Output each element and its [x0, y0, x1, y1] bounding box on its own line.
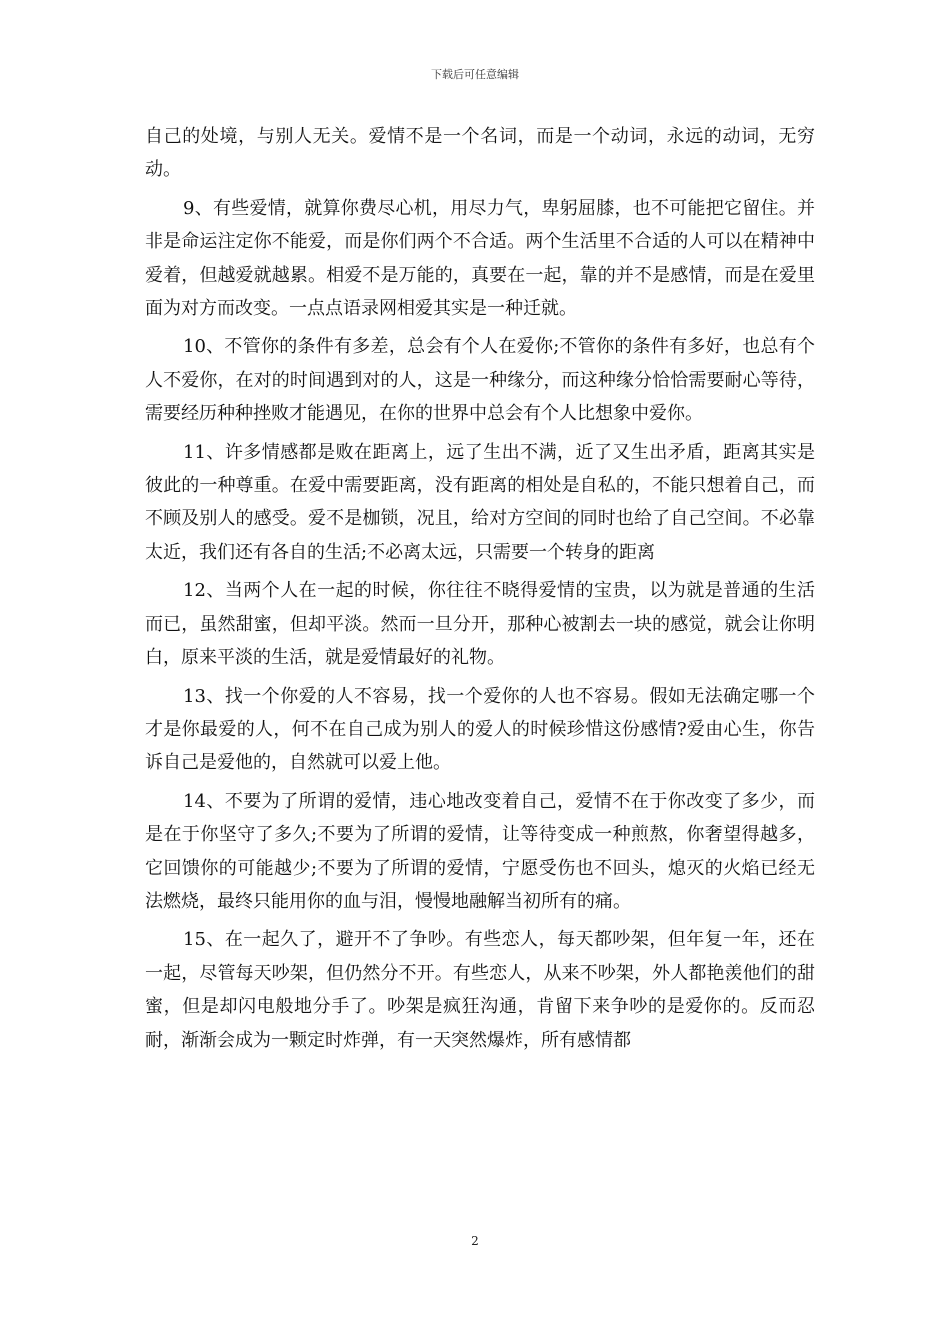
document-body	[145, 120, 815, 1062]
page-header: 下载后可任意编辑	[431, 68, 519, 81]
paragraph-14: 14、不要为了所谓的爱情，违心地改变着自己，爱情不在于你改变了多少，而是在于你坚守了多久;不要为了所谓的爱情，让等待变成一种煎熬，你奢望得越多，它回馈你的可能越少;不要为了所谓的爱情，宁愿受伤也不回头，熄灭的火焰已经无法燃烧，最终只能用你的血与泪，慢慢地融解当初所有的痛。	[145, 790, 815, 912]
paragraph-12: 12、当两个人在一起的时候，你往往不晓得爱情的宝贵，以为就是普通的生活而已，虽然甜蜜，但却平淡。然而一旦分开，那种心被割去一块的感觉，就会让你明白，原来平淡的生活，就是爱情最好的礼物。	[145, 580, 815, 669]
paragraph-continuation: 自己的处境，与别人无关。爱情不是一个名词，而是一个动词，永远的动词，无穷动。	[145, 126, 815, 181]
paragraph-9: 9、有些爱情，就算你费尽心机，用尽力气，卑躬屈膝，也不可能把它留住。并非是命运注定你不能爱，而是你们两个不合适。两个生活里不合适的人可以在精神中爱着，但越爱就越累。相爱不是万能的，真要在一起，靠的并不是感情，而是在爱里面为对方而改变。一点点语录网相爱其实是一种迁就。	[145, 197, 815, 320]
paragraph-10: 10、不管你的条件有多差，总会有个人在爱你;不管你的条件有多好，也总有个人不爱你，在对的时间遇到对的人，这是一种缘分，而这种缘分恰恰需要耐心等待，需要经历种种挫败才能遇见，在你的世界中总会有个人比想象中爱你。	[145, 336, 815, 425]
page-number: 2	[471, 1234, 479, 1248]
paragraph-11: 11、许多情感都是败在距离上，远了生出不满，近了又生出矛盾，距离其实是彼此的一种尊重。在爱中需要距离，没有距离的相处是自私的，不能只想着自己，而不顾及别人的感受。爱不是枷锁，况且，给对方空间的同时也给了自己空间。不必靠太近，我们还有各自的生活;不必离太远，只需要一个转身的距离	[145, 441, 815, 563]
paragraph-15: 15、在一起久了，避开不了争吵。有些恋人，每天都吵架，但年复一年，还在一起，尽管每天吵架，但仍然分不开。有些恋人，从来不吵架，外人都艳羡他们的甜蜜，但是却闪电般地分手了。吵架是疯狂沟通，肯留下来争吵的是爱你的。反而忍耐，渐渐会成为一颗定时炸弹，有一天突然爆炸，所有感情都	[145, 929, 815, 1051]
paragraph-13: 13、找一个你爱的人不容易，找一个爱你的人也不容易。假如无法确定哪一个才是你最爱的人，何不在自己成为别人的爱人的时候珍惜这份感情?爱由心生，你告诉自己是爱他的，自然就可以爱上他。	[145, 685, 815, 774]
